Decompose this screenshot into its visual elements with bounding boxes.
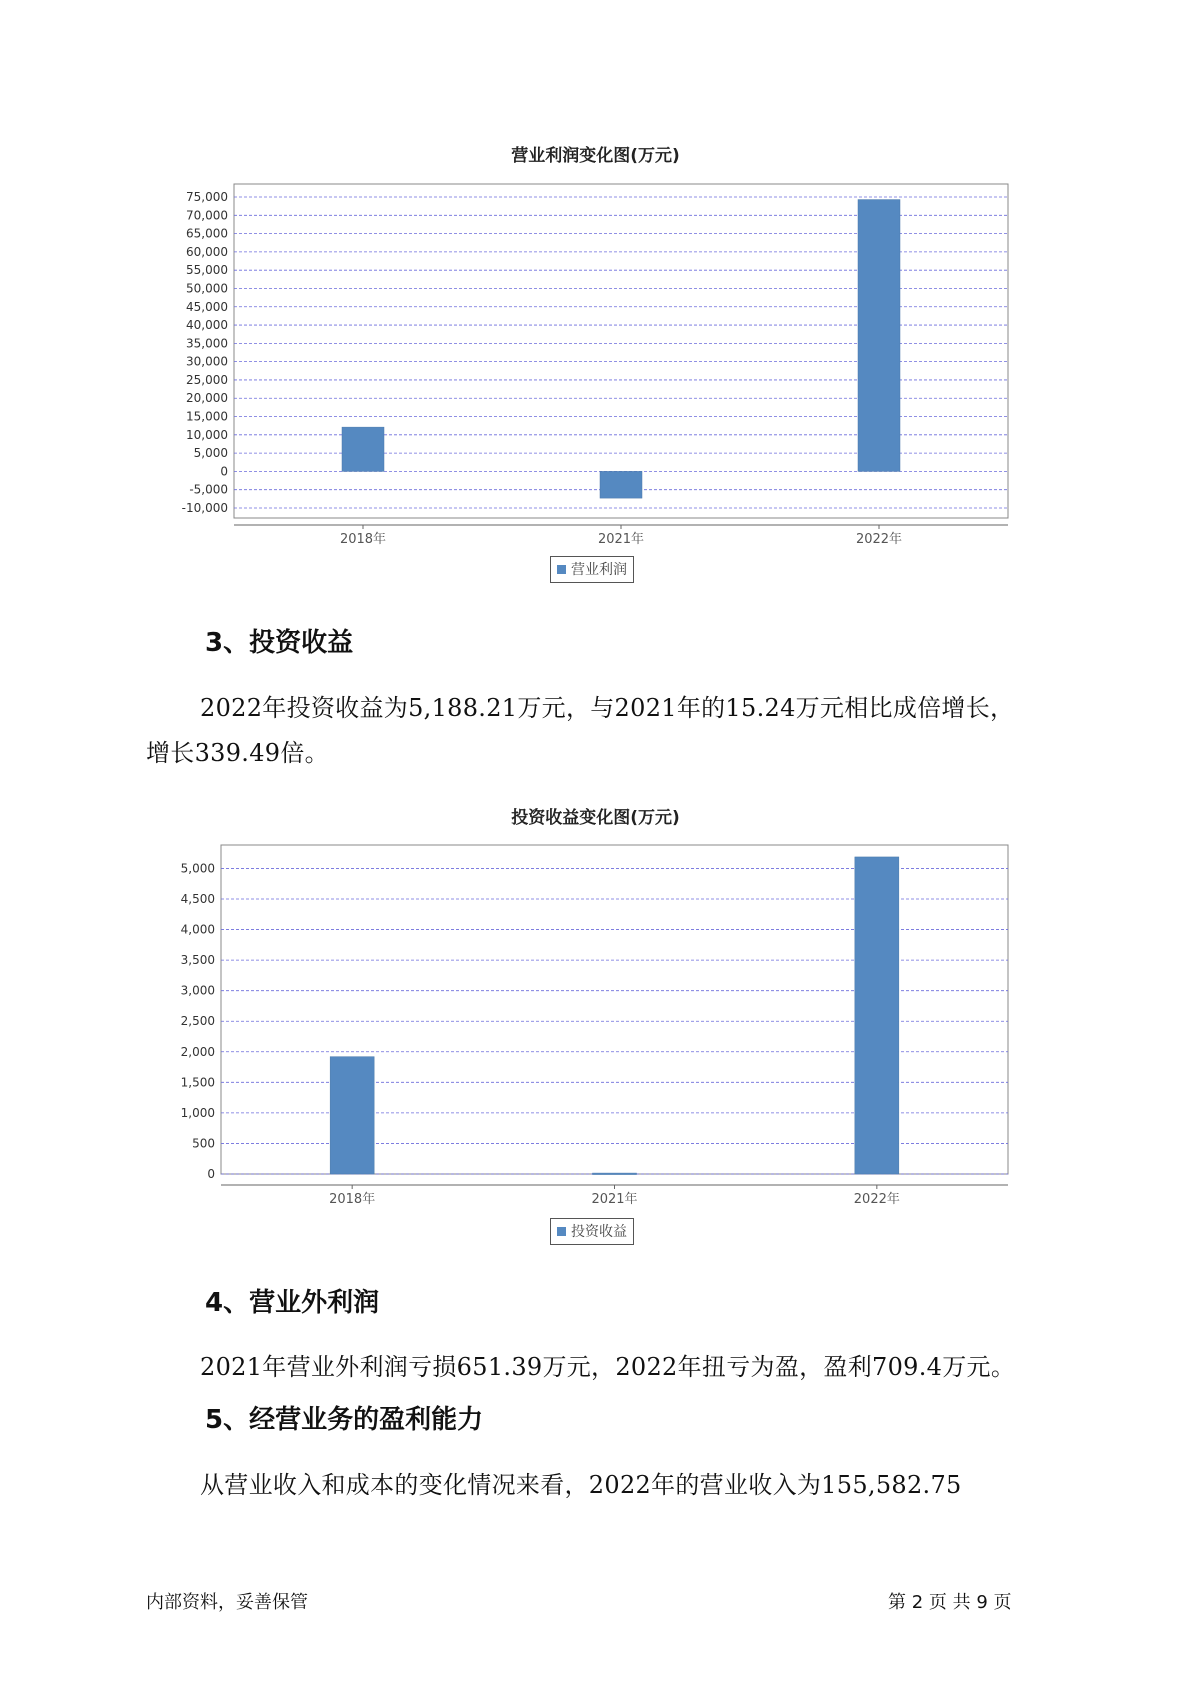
x-tick-label: 2022年 xyxy=(855,532,903,547)
bar xyxy=(330,1057,374,1174)
y-tick-label: 1,500 xyxy=(180,1075,215,1090)
y-tick-label: 0 xyxy=(207,1167,215,1181)
x-tick-label: 2021年 xyxy=(591,1192,638,1207)
y-tick-label: 2,000 xyxy=(180,1044,215,1059)
y-tick-label: 45,000 xyxy=(186,299,228,314)
x-tick-label: 2018年 xyxy=(329,1192,376,1207)
section3-heading: 3、投资收益 xyxy=(205,628,354,658)
section3-paragraph-line1: 2022年投资收益为5,188.21万元，与2021年的15.24万元相比成倍增长， xyxy=(200,694,1015,722)
chart2-legend xyxy=(550,1218,634,1245)
section5-paragraph: 从营业收入和成本的变化情况来看，2022年的营业收入为155,582.75 xyxy=(200,1471,962,1499)
x-tick-label: 2018年 xyxy=(339,532,387,547)
section4-paragraph: 2021年营业外利润亏损651.39万元，2022年扭亏为盈，盈利709.4万元。 xyxy=(200,1353,1016,1381)
section5-heading: 5、经营业务的盈利能力 xyxy=(205,1405,484,1435)
footer-page-number: 第 2 页 共 9 页 xyxy=(888,1592,1012,1613)
footer-left: 内部资料，妥善保管 xyxy=(146,1592,308,1613)
y-tick-label: 20,000 xyxy=(186,391,228,406)
chart2-title: 投资收益变化图(万元) xyxy=(511,808,680,828)
legend-swatch xyxy=(557,1227,566,1236)
chart2-legend-label: 投资收益 xyxy=(571,1224,627,1240)
y-tick-label: 75,000 xyxy=(186,190,228,204)
y-tick-label: 5,000 xyxy=(193,446,228,461)
bar xyxy=(855,857,899,1174)
y-tick-label: 1,000 xyxy=(180,1105,215,1120)
y-tick-label: 10,000 xyxy=(186,427,228,442)
y-tick-label: 30,000 xyxy=(186,354,228,369)
x-tick-label: 2022年 xyxy=(853,1192,900,1207)
y-tick-label: 3,500 xyxy=(180,953,215,968)
y-tick-label: 0 xyxy=(220,464,228,479)
y-tick-label: 5,000 xyxy=(180,861,215,876)
y-tick-label: 25,000 xyxy=(186,372,228,387)
y-tick-label: 15,000 xyxy=(186,409,228,424)
section3-paragraph-line2: 增长339.49倍。 xyxy=(146,739,329,767)
y-tick-label: 3,000 xyxy=(180,983,215,998)
chart1-title: 营业利润变化图(万元) xyxy=(511,146,680,166)
y-tick-label: 2,500 xyxy=(180,1014,215,1029)
y-tick-label: 500 xyxy=(192,1136,215,1151)
y-tick-label: 40,000 xyxy=(186,318,228,333)
y-tick-label: 35,000 xyxy=(186,336,228,351)
bar xyxy=(593,1173,637,1175)
chart1-legend-label: 营业利润 xyxy=(571,562,627,578)
y-tick-label: 70,000 xyxy=(186,208,228,223)
section4-heading: 4、营业外利润 xyxy=(205,1288,380,1318)
y-tick-label: 4,000 xyxy=(180,922,215,937)
x-tick-label: 2021年 xyxy=(597,532,645,547)
y-tick-label: 65,000 xyxy=(186,226,228,241)
y-tick-label: -5,000 xyxy=(189,482,228,497)
y-tick-label: -10,000 xyxy=(181,501,228,515)
y-tick-label: 50,000 xyxy=(186,281,228,296)
y-tick-label: 4,500 xyxy=(180,892,215,906)
y-tick-label: 60,000 xyxy=(186,244,228,259)
y-tick-label: 55,000 xyxy=(186,263,228,278)
